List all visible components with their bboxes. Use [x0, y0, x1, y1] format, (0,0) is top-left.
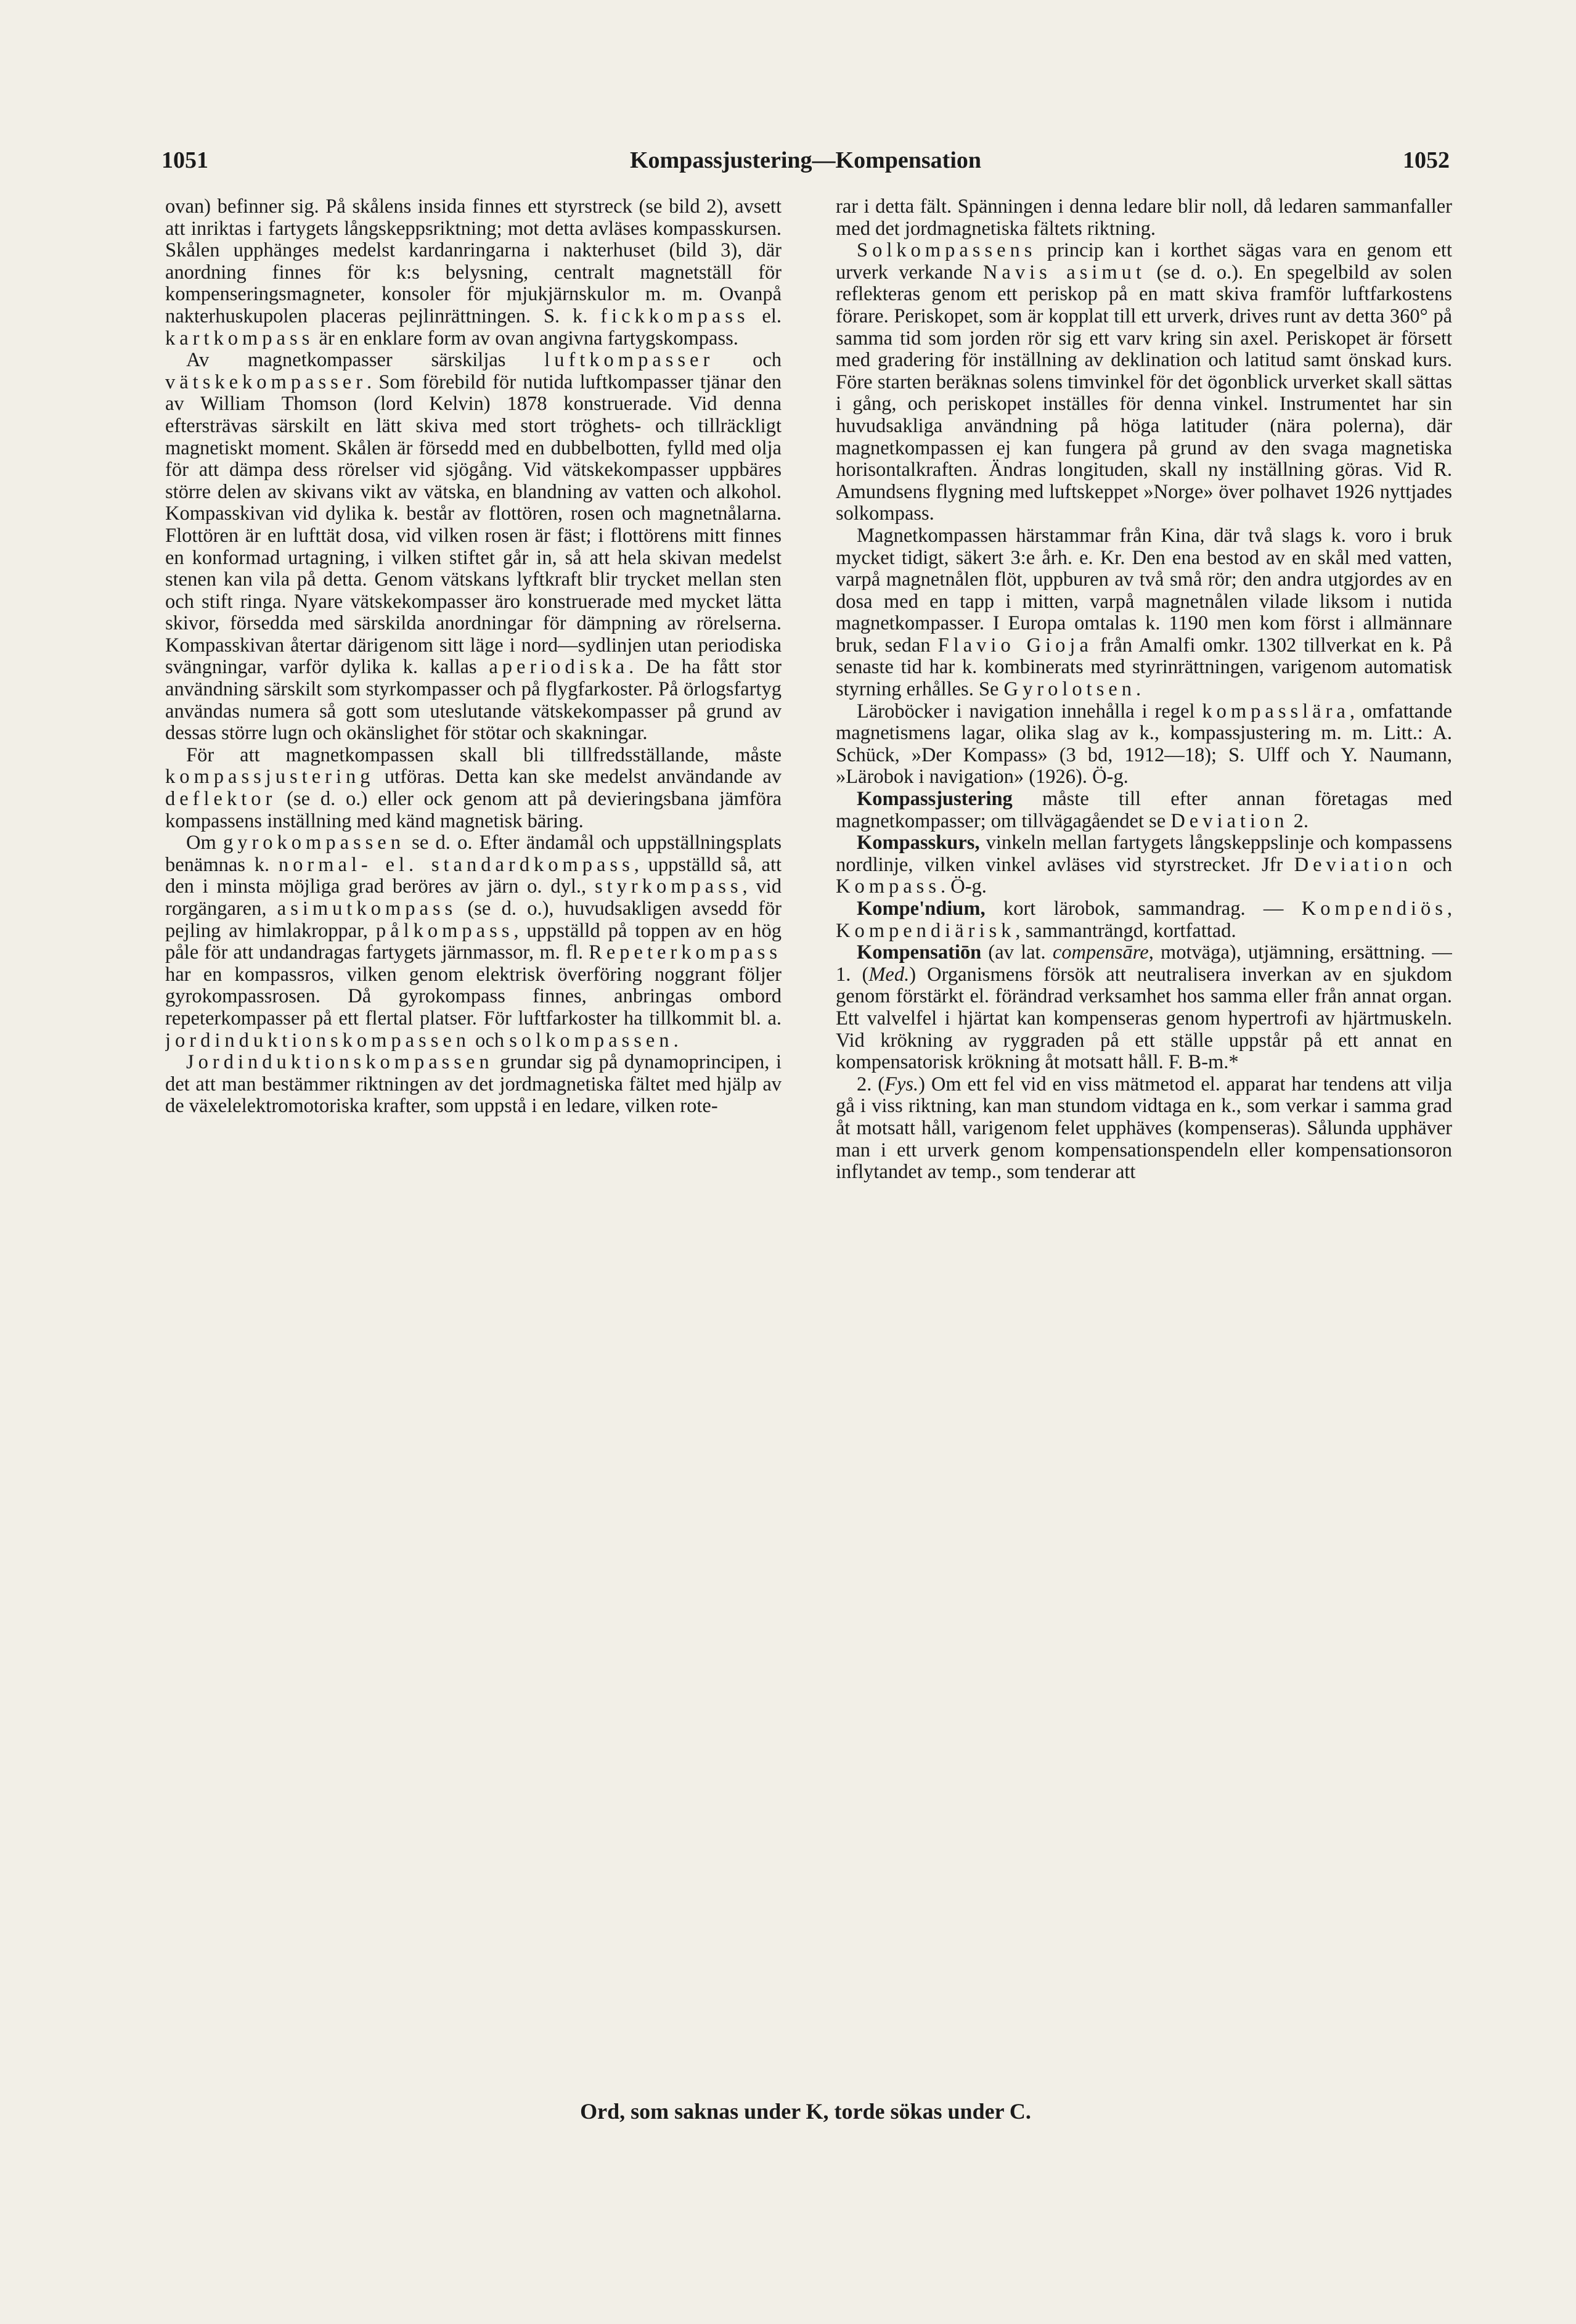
text-run: vätskekompasser — [165, 370, 367, 393]
text-run: luftkompasser — [544, 349, 714, 372]
text-run: asimutkompass — [277, 898, 457, 920]
paragraph — [836, 525, 1452, 701]
text-run: vinkeln mellan fartygets långskeppslinje och kompassens nordlinje, vilken vinkel avläses vid styrstrecket. Jfr — [836, 832, 1452, 876]
text-run: Fys. — [884, 1073, 919, 1095]
text-run: . — [1136, 678, 1141, 701]
text-run: kompassjustering — [165, 766, 375, 788]
text-run: är en enklare form av ovan angivna fartygskompass. — [314, 327, 738, 350]
text-run: och — [1411, 853, 1452, 876]
paragraph — [165, 832, 782, 1052]
text-run: rar i detta fält. Spänningen i denna ledare blir noll, då ledaren sammanfaller med det jordmagnetiska fältets riktning. — [836, 196, 1452, 240]
text-run: , uppställd på toppen av en hög påle för att undandragas fartygets järnmassor, m. fl. — [165, 919, 782, 964]
text-run: , uppställd så, att den i minsta möjliga grad beröres av järn o. dyl., — [165, 853, 782, 898]
right-text-column — [836, 196, 1452, 2107]
footer-note: Ord, som saknas under K, torde sökas under C. — [580, 2099, 1031, 2124]
text-run: . — [673, 1029, 679, 1052]
text-run: Kompe'ndium, — [857, 898, 986, 920]
text-run: ) Organismens försök att neutralisera inverkan av en sjukdom genom förstärkt el. förändrad verksamhet hos samma eller från annat organ. Ett valvelfel i hjärtat kan kompenseras genom hypertrofi av hjärtmuskeln. Vid krökning av ryggraden på ett ställe uppstår på ett annat en kompensatorisk krökning åt motsatt håll. F. B-m.* — [836, 963, 1452, 1074]
text-run: . Ö-g. — [940, 875, 987, 898]
text-run: från Amalfi omkr. 1302 tillverkat en k. På senaste tid har k. kombinerats med styrinrättningen, varigenom automatisk styrning erhålles. Se — [836, 634, 1452, 701]
text-run: Kompendiös — [1301, 898, 1447, 920]
text-run: Magnetkompassen härstammar från Kina, där två slags k. voro i bruk mycket tidigt, säkert 3:e årh. e. Kr. Den ena bestod av en skål med vatten, varpå magnetnålen flöt, uppburen av två små rör; den andra utgjordes av en dosa med en tapp i mitten, varpå magnetnålen vilade liksom i nutida magnetkompasser. I Europa omtalas k. 1190 men kom först i allmännare bruk, sedan — [836, 524, 1452, 657]
text-run: , motväga), utjämning, ersättning. — 1. ( — [836, 941, 1452, 986]
text-run: (av lat. — [981, 941, 1053, 964]
text-run: aperiodiska — [489, 656, 629, 679]
paragraph — [836, 898, 1452, 942]
text-run: solkompassen — [509, 1029, 674, 1052]
text-run: pålkompass — [375, 919, 514, 942]
text-run: kort lärobok, sammandrag. — — [985, 898, 1302, 920]
text-run: jordinduktionskompassen — [165, 1029, 471, 1052]
text-run: Kompass — [836, 875, 941, 898]
text-run: Flavio Gioja — [937, 634, 1093, 657]
text-run: Deviation — [1294, 853, 1412, 876]
text-run: För att magnetkompassen skall bli tillfredsställande, måste — [186, 743, 782, 766]
paragraph — [165, 350, 782, 745]
text-run: ovan) befinner sig. På skålens insida finnes ett styrstreck (se bild 2), avsett att inriktas i fartygets långskeppsriktning; mot detta avläses kompasskursen. Skålen upphänges medelst kardanringarna i nakterhuset (bild 3), där anordning finnes för k:s belysning, centralt magnetställ för kompenseringsmagneter, konsoler för mjukjärnskulor m. m. Ovanpå nakterhuskupolen placeras pejlinrättningen. S. k. — [165, 196, 782, 327]
text-run: styrkompass — [595, 875, 743, 898]
text-run: kartkompass — [165, 327, 314, 350]
text-run: (se d. o.) eller ock genom att på devieringsbana jämföra kompassens inställning med känd magnetisk bäring. — [165, 788, 782, 832]
text-run: kompasslära — [1202, 700, 1350, 722]
paragraph — [836, 1074, 1452, 1184]
paragraph — [165, 196, 782, 350]
text-run: 2. ( — [857, 1073, 885, 1095]
text-run: ) Om ett fel vid en viss mätmetod el. apparat har tendens att vilja gå i viss riktning, kan man stundom vidtaga en k., som verkar i samma grad åt motsatt håll, varigenom felet upphäves (kompenseras). Sålunda upphäver man i ett urverk genom kompensationspendeln eller kompensationsoron inflytandet av temp., som tenderar att — [836, 1073, 1452, 1184]
text-run: fickkompass — [600, 305, 749, 327]
text-run: princip kan i korthet sägas vara en genom ett urverk verkande — [836, 239, 1452, 284]
header-title: Kompassjustering—Kompensation — [629, 147, 982, 173]
left-text-column — [165, 196, 782, 2107]
text-run: Kompendiärisk — [836, 919, 1016, 942]
text-run: grundar sig på dynamoprincipen, i det att man bestämmer riktningen av det jordmagnetiska fältet med hjälp av de växelelektromotoriska krafter, som uppstå i en ledare, vilken rote- — [165, 1051, 782, 1118]
paragraph — [165, 745, 782, 832]
text-run: deflektor — [165, 788, 277, 811]
page-number-right: 1052 — [1403, 147, 1450, 173]
paragraph — [836, 942, 1452, 1074]
text-run: el. — [749, 305, 782, 327]
text-run: compensāre — [1052, 941, 1149, 964]
text-run: Kompassjustering — [857, 788, 1013, 811]
text-run: 2. — [1288, 809, 1309, 832]
text-run: gyrokompassen — [223, 832, 405, 854]
text-run: måste till efter annan företagas med magnetkompasser; om tillvägagåendet se — [836, 788, 1452, 832]
text-run: normal- el. standardkompass — [278, 853, 634, 876]
text-run: Kompensatiōn — [857, 941, 982, 964]
text-run: utföras. Detta kan ske medelst användande av — [374, 766, 782, 788]
text-run: . Som förebild för nutida luftkompasser tjänar den av William Thomson (lord Kelvin) 1878 konstruerade. Vid denna eftersträvas särskilt en lätt skiva med stort tröghets- och tillräckligt magnetiskt moment. Skålen är försedd med en dubbelbotten, fylld med olja för att dämpa dess rörelser vid sjögång. Vid vätskekompasser uppbäres större delen av skivans vikt av vätska, en blandning av vatten och alkohol. Kompasskivan vid dylika k. består av flottören, rosen och magnetnålarna. Flottören är en lufttät dosa, vid vilken rosen är fäst; i flottörens mitt finnes en konformad urtagning, i vilken stiftet går in, så att hela skivan medelst stenen kan vila på detta. Genom vätskans lyftkraft blir trycket mellan sten och stift ringa. Nyare vätskekompasser äro konstruerade med mycket lätta skivor, försedda med särskilda anordningar för dämpning av rörelserna. Kompasskivan återtar därigenom sitt läge i nord—sydlinjen utan periodiska svängningar, varför dylika k. kallas — [165, 370, 782, 679]
text-run: Repeterkompass — [589, 941, 782, 964]
paragraph — [165, 1052, 782, 1118]
text-run: Jordinduktionskompassen — [186, 1051, 494, 1074]
paragraph — [836, 788, 1452, 832]
page-number-left: 1051 — [161, 147, 208, 173]
text-run: Deviation — [1170, 809, 1289, 832]
text-run: Om — [186, 832, 223, 854]
text-run: Läroböcker i navigation innehålla i regel — [857, 700, 1202, 722]
text-run: Navis asimut — [982, 261, 1146, 284]
text-run: . De ha fått stor användning särskilt som styrkompasser och på flygfarkoster. På örlogsfartyg användas numera så gott som uteslutande vätskekompasser på grund av dessas större lugn och okänslighet för stötar och skakningar. — [165, 656, 782, 745]
paragraph — [836, 701, 1452, 788]
text-run: och — [470, 1029, 510, 1052]
paragraph — [836, 832, 1452, 898]
text-run: , sammanträngd, kortfattad. — [1015, 919, 1236, 942]
text-run: Solkompassens — [857, 239, 1037, 262]
running-header — [161, 147, 1450, 184]
text-run: (se d. o.), huvudsakligen avsedd för pejling av himlakroppar, — [165, 898, 782, 942]
text-run: , — [1447, 898, 1452, 920]
text-run: har en kompassros, vilken genom elektrisk överföring noggrant följer gyrokompassrosen. Då gyrokompass finnes, anbringas ombord repeterkompasser på ett flertal platser. För luftfarkoster ha tillkommit bl. a. — [165, 963, 782, 1029]
text-run: , omfattande magnetismens lagar, olika slag av k., kompassjustering m. m. Litt.: A. Schück, »Der Kompass» (3 bd, 1912—18); S. Ulff och Y. Naumann, »Lärobok i navigation» (1926). Ö-g. — [836, 700, 1452, 788]
text-run: , vid rorgängaren, — [165, 875, 782, 920]
text-run: och — [714, 349, 782, 372]
text-run: (se d. o.). En spegelbild av solen reflekteras genom ett periskop på en matt skiva framför luftfarkostens förare. Periskopet, som är kopplat till ett urverk, drives runt av detta 360° på samma tid som jorden rör sig ett varv kring sin axel. Periskopet är försett med gradering för inställning av deklination och latitud samt önskad kurs. Före starten beräknas solens timvinkel för det ögonblick urverket skall sättas i gång, och periskopet inställes för denna vinkel. Instrumentet har sin huvudsakliga användning på höga latituder (nära polerna), där magnetkompassen ej kan fungera på grund av den svaga magnetiska horisontalkraften. Ändras longituden, skall ny inställning göras. Vid R. Amundsens flygning med luftskeppet »Norge» över polhavet 1926 nyttjades solkompass. — [836, 261, 1452, 525]
paragraph — [836, 196, 1452, 240]
text-run: Av magnetkompasser särskiljas — [186, 349, 545, 372]
text-run: Kompasskurs, — [857, 832, 980, 854]
paragraph — [836, 240, 1452, 525]
text-run: se d. o. Efter ändamål och uppställningsplats benämnas k. — [165, 832, 782, 876]
text-run: Gyrolotsen — [1003, 678, 1137, 701]
text-run: Med. — [868, 963, 910, 986]
